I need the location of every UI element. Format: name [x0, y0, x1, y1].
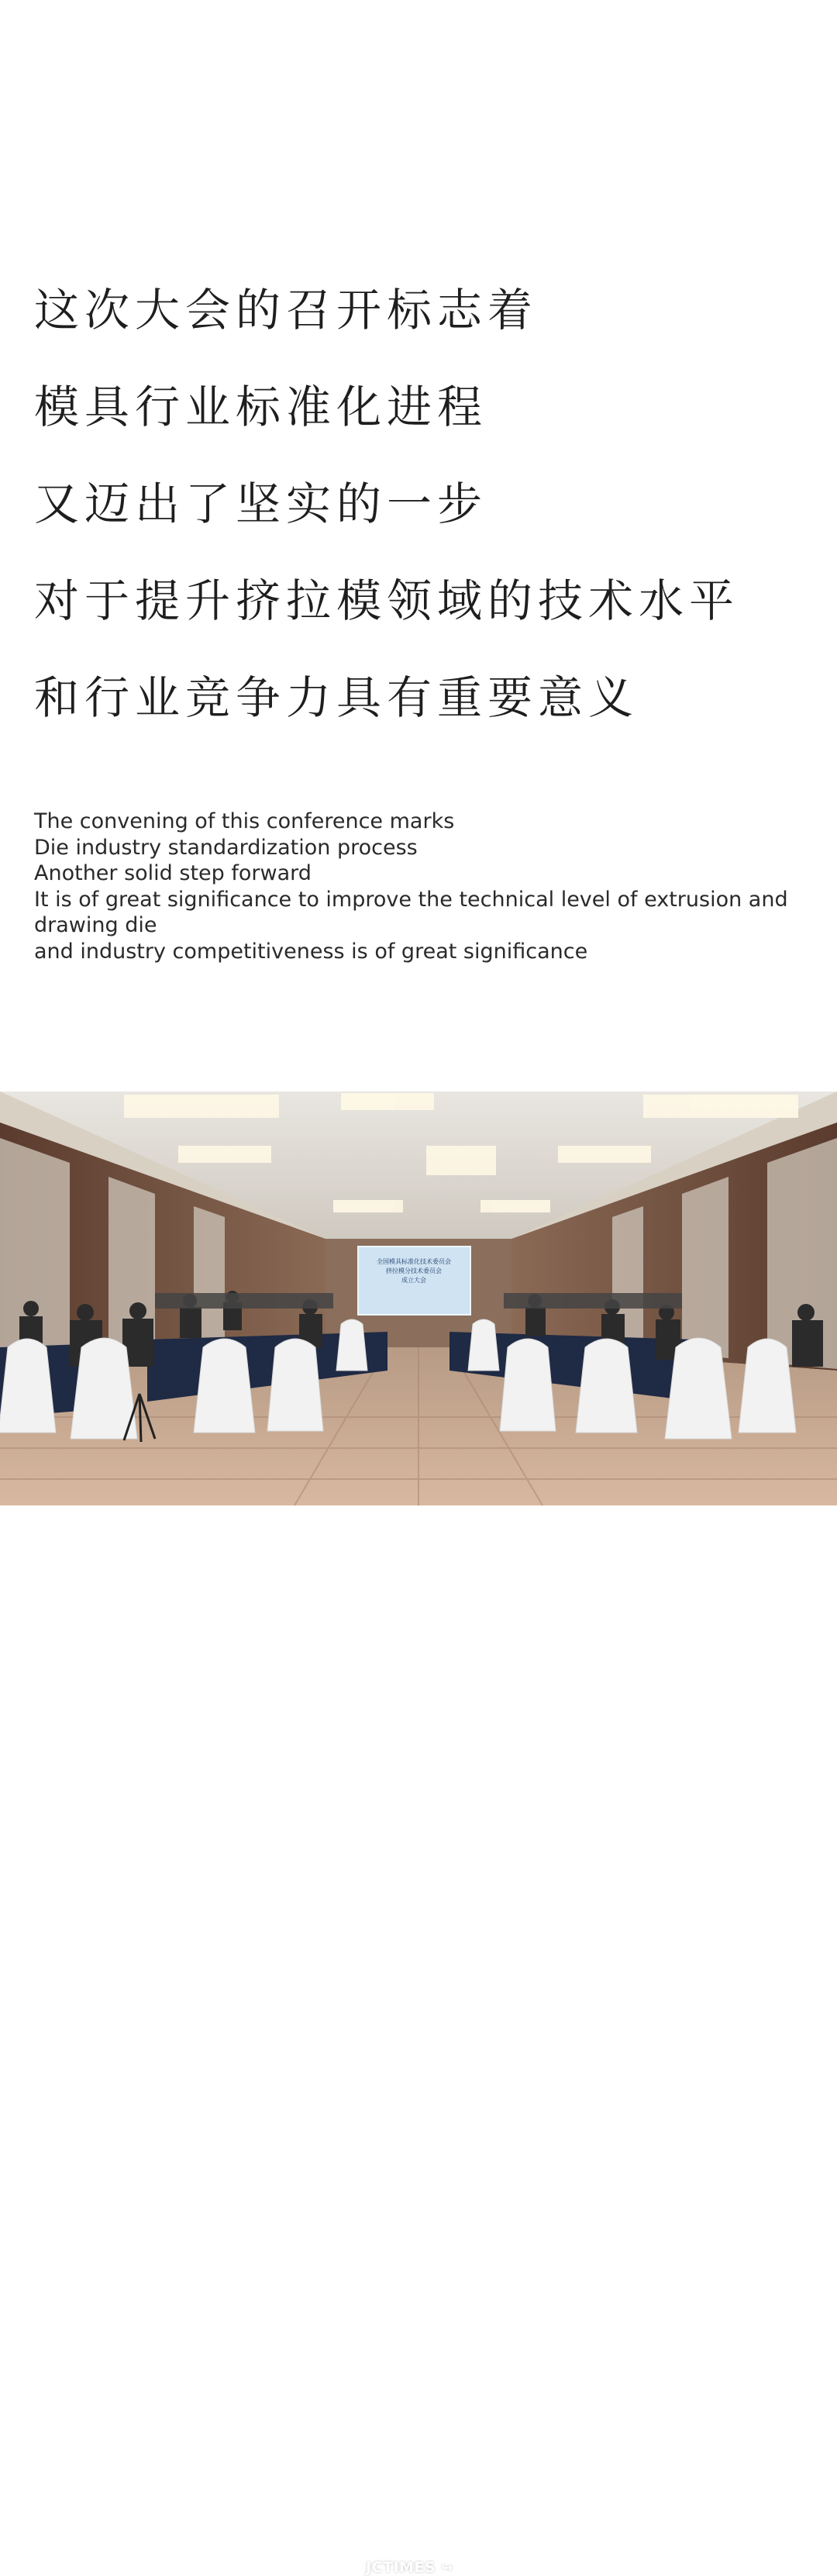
chinese-text-block	[34, 262, 809, 747]
english-line-5: and industry competitiveness is of great significance	[34, 939, 588, 964]
english-line-2: Die industry standardization process	[34, 835, 418, 860]
chinese-line-4: 对于提升挤拉模领域的技术水平	[34, 574, 740, 627]
english-line-3: Another solid step forward	[34, 861, 312, 885]
chinese-line-1: 这次大会的召开标志着	[34, 284, 539, 336]
chinese-line-2: 模具行业标准化进程	[34, 381, 488, 433]
english-text-block	[34, 809, 809, 964]
english-line-1: The convening of this conference marks	[34, 809, 455, 833]
screen-line-2: 挤拉模分技术委员会	[386, 1267, 442, 1274]
chinese-line-5: 和行业竞争力具有重要意义	[34, 671, 639, 724]
jctimes-watermark-logo	[366, 2559, 453, 2576]
chinese-line-3: 又迈出了坚实的一步	[34, 478, 488, 530]
logo-swoosh-icon: ↪	[441, 2560, 453, 2576]
conference-hall-photo	[0, 1091, 837, 2576]
conference-hall-illustration	[0, 1091, 837, 1505]
screen-line-1: 全国模具标准化技术委员会	[377, 1258, 451, 1265]
english-line-4: It is of great significance to improve the technical level of extrusion and drawing die	[34, 887, 788, 937]
screen-line-3: 成立大会	[401, 1277, 426, 1284]
watermark-text: JCTIMES	[366, 2559, 436, 2576]
